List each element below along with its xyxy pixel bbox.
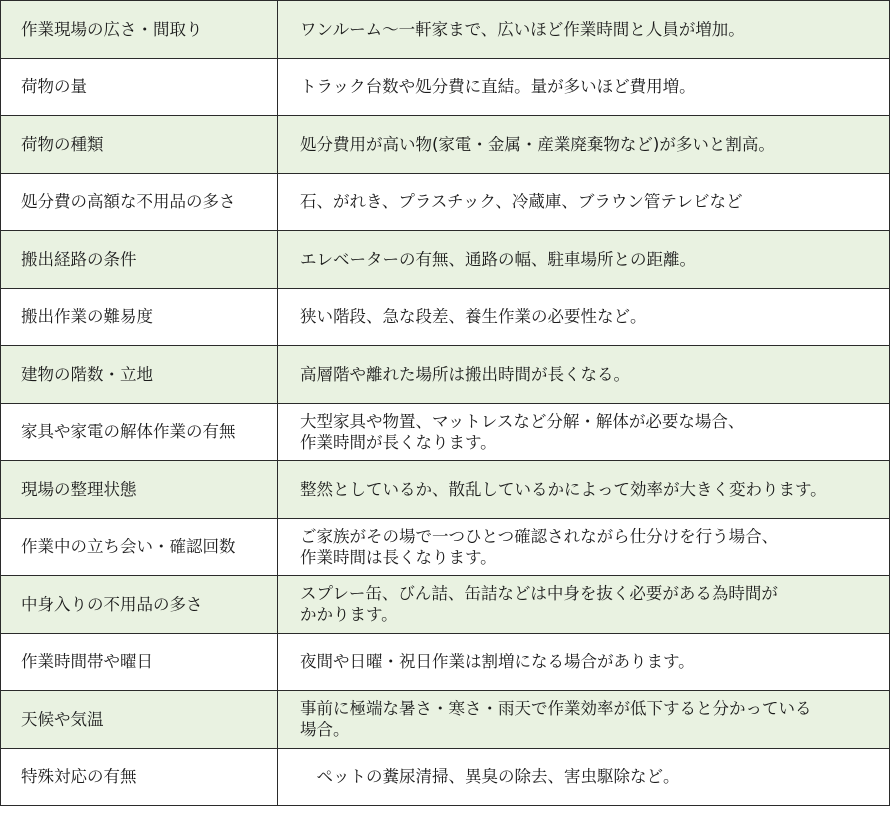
table-row (1, 748, 890, 806)
detail-text: トラック台数や処分費に直結。量が多いほど費用増。 (300, 77, 696, 97)
factor-cell: 建物の階数・立地 (1, 346, 278, 404)
detail-text: 石、がれき、プラスチック、冷蔵庫、ブラウン管テレビなど (300, 192, 743, 212)
factor-cell: 作業現場の広さ・間取り (1, 1, 278, 59)
table-row (1, 346, 890, 404)
detail-cell (278, 633, 890, 691)
table-row (1, 231, 890, 289)
factor-cell: 処分費の高額な不用品の多さ (1, 173, 278, 231)
detail-cell (278, 1, 890, 59)
detail-cell (278, 748, 890, 806)
factor-cell: 家具や家電の解体作業の有無 (1, 403, 278, 461)
table-row (1, 518, 890, 576)
factor-cell: 荷物の種類 (1, 116, 278, 174)
table-row (1, 403, 890, 461)
detail-cell (278, 231, 890, 289)
detail-text: 整然としているか、散乱しているかによって効率が大きく変わります。 (300, 479, 827, 499)
factor-cell: 荷物の量 (1, 58, 278, 116)
detail-text: 狭い階段、急な段差、養生作業の必要性など。 (300, 307, 647, 327)
detail-cell (278, 116, 890, 174)
table-row (1, 58, 890, 116)
table-row (1, 633, 890, 691)
factor-cell: 天候や気温 (1, 691, 278, 749)
factor-cell: 現場の整理状態 (1, 461, 278, 519)
detail-cell (278, 403, 890, 461)
detail-text: 高層階や離れた場所は搬出時間が長くなる。 (300, 364, 630, 384)
detail-text: エレベーターの有無、通路の幅、駐車場所との距離。 (300, 249, 696, 269)
table-row (1, 116, 890, 174)
table-row (1, 691, 890, 749)
table-row (1, 1, 890, 59)
detail-cell (278, 518, 890, 576)
detail-cell (278, 691, 890, 749)
detail-cell (278, 346, 890, 404)
factor-cell: 作業中の立ち会い・確認回数 (1, 518, 278, 576)
detail-cell (278, 288, 890, 346)
factor-cell: 特殊対応の有無 (1, 748, 278, 806)
table-row (1, 288, 890, 346)
table-row (1, 461, 890, 519)
table-row (1, 576, 890, 634)
detail-text: ワンルーム～一軒家まで、広いほど作業時間と人員が増加。 (300, 19, 745, 39)
detail-text: 大型家具や物置、マットレスなど分解・解体が必要な場合、 作業時間が長くなります。 (300, 411, 745, 452)
detail-cell (278, 576, 890, 634)
detail-text: 事前に極端な暑さ・寒さ・雨天で作業効率が低下すると分かっている 場合。 (300, 699, 812, 740)
detail-text: ご家族がその場で一つひとつ確認されながら仕分けを行う場合、 作業時間は長くなります。 (300, 526, 779, 567)
table-row (1, 173, 890, 231)
detail-text: 夜間や日曜・祝日作業は割増になる場合があります。 (300, 652, 695, 672)
detail-text: ペットの糞尿清掃、異臭の除去、害虫駆除など。 (300, 767, 680, 787)
factor-cell: 搬出経路の条件 (1, 231, 278, 289)
factor-cell: 搬出作業の難易度 (1, 288, 278, 346)
factor-cell: 作業時間帯や曜日 (1, 633, 278, 691)
factor-cell: 中身入りの不用品の多さ (1, 576, 278, 634)
detail-cell (278, 58, 890, 116)
detail-cell (278, 173, 890, 231)
detail-text: 処分費用が高い物(家電・金属・産業廃棄物など)が多いと割高。 (300, 134, 775, 154)
detail-cell (278, 461, 890, 519)
detail-text: スプレー缶、びん詰、缶詰などは中身を抜く必要がある為時間が かかります。 (300, 584, 778, 625)
cost-factors-body (1, 1, 890, 806)
